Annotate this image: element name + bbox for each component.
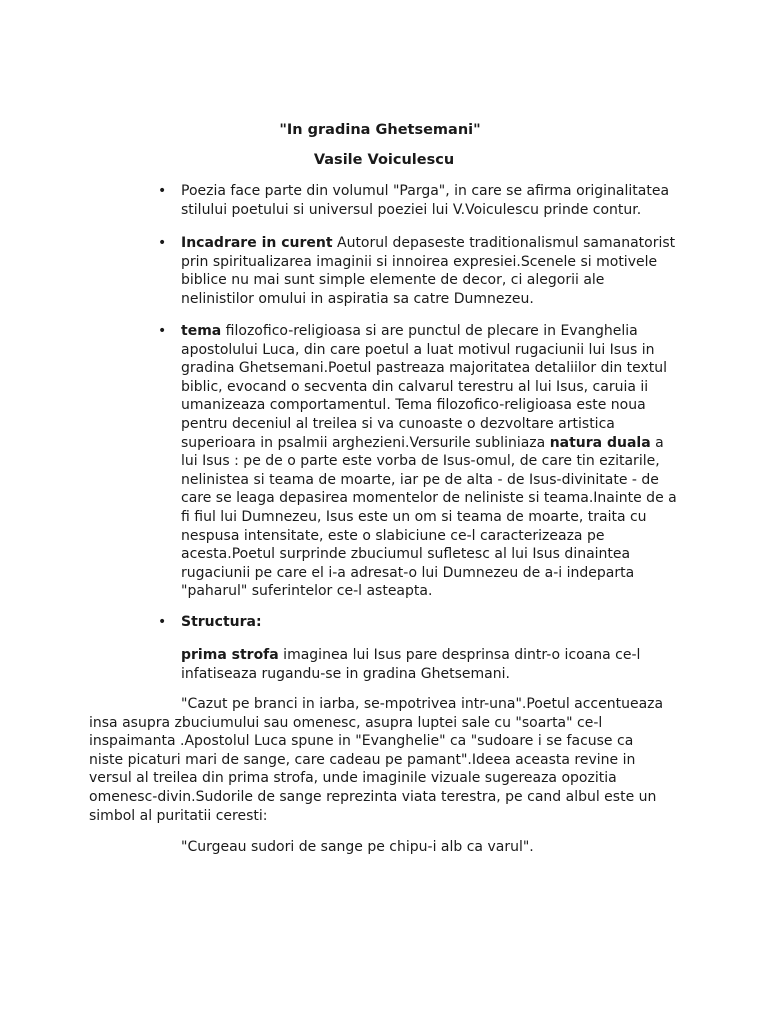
strofa-text: imaginea lui Isus pare desprinsa dintr-o icoana ce-l infatiseaza rugandu-se in gradina Ghetsemani. [181,647,641,682]
quote-line: "Curgeau sudori de sange pe chipu-i alb ca varul". [181,839,534,855]
bullet-dot-icon: • [158,614,167,630]
bullet-item-tema [158,322,681,601]
bullet-lead: Structura: [181,614,262,630]
bullet-text: filozofico-religioasa si are punctul de plecare in Evanghelia apostolului Luca, din care poetul a luat motivul rugaciunii lui Isus in gradina Ghetsemani.Poetul pastreaza majoritatea detaliilor din textul biblic, evocand o secventa din calvarul terestru al lui Isus, caruia ii umanizeaza comportamentul. Tema filozofico-religioasa este noua pentru deceniul al treilea si va cunoaste o dezvoltare artistica superioara in psalmii arghezieni.Versurile subliniaza [181,323,668,451]
bullet-text-continued: a lui Isus : pe de o parte este vorba de Isus-omul, de care tin ezitarile, nelinistea si teama de moarte, iar pe de alta - de Isus-divinitate - de care se leaga depasirea momentelor de neliniste si teama.Inainte de a fi fiul lui Dumnezeu, Isus este un om si teama de moarte, traita cu nespusa intensitate, este o slabiciune ce-l caracterizeaza pe acesta.Poetul surprinde zbuciumul sufletesc al lui Isus dinaintea rugaciunii pe care el i-a adresat-o lui Dumnezeu de a-i indeparta "paharul" suferintelor ce-l asteapta. [181,434,677,600]
analysis-paragraph: "Cazut pe branci in iarba, se-mpotrivea intr-una".Poetul accentueaza insa asupra zbuciumului sau omenesc, asupra luptei sale cu "soarta" ce-l inspaimanta .Apostolul Luca spune in "Evanghelie" ca "sudoare i se facuse ca niste picaturi mari de sange, care cadeau pe pamant".Ideea aceasta revine in versul al treilea din prima strofa, unde imaginile vizuale sugereaza opozitia omenesc-divin.Sudorile de sange reprezinta viata terestra, pe cand albul este un simbol al puritatii ceresti: [89,696,664,824]
strofa-lead: prima strofa [181,647,279,663]
bullet-text: Autorul depaseste traditionalismul samanatorist prin spiritualizarea imaginii si innoirea expresiei.Scenele si motivele biblice nu mai sunt simple elemente de decor, ci alegorii ale nelinistilor omului in aspiratia sa catre Dumnezeu. [181,235,676,307]
bullet-bold-phrase: natura duala [549,434,651,451]
prima-strofa-paragraph [181,646,671,683]
document-author: Vasile Voiculescu [313,152,455,168]
bullet-lead: Incadrare in curent [181,235,333,251]
bullet-dot-icon: • [158,183,167,199]
bullet-text: Poezia face parte din volumul "Parga", in care se afirma originalitatea stilului poetului si universul poeziei lui V.Voiculescu prinde contur. [181,183,670,218]
bullet-item-curent [158,234,681,308]
bullet-item-volume [158,182,681,219]
bullet-lead: tema [181,323,222,339]
bullet-dot-icon: • [158,323,167,339]
bullet-item-structura [158,613,681,632]
document-title: "In gradina Ghetsemani" [279,122,481,138]
bullet-dot-icon: • [158,235,167,251]
